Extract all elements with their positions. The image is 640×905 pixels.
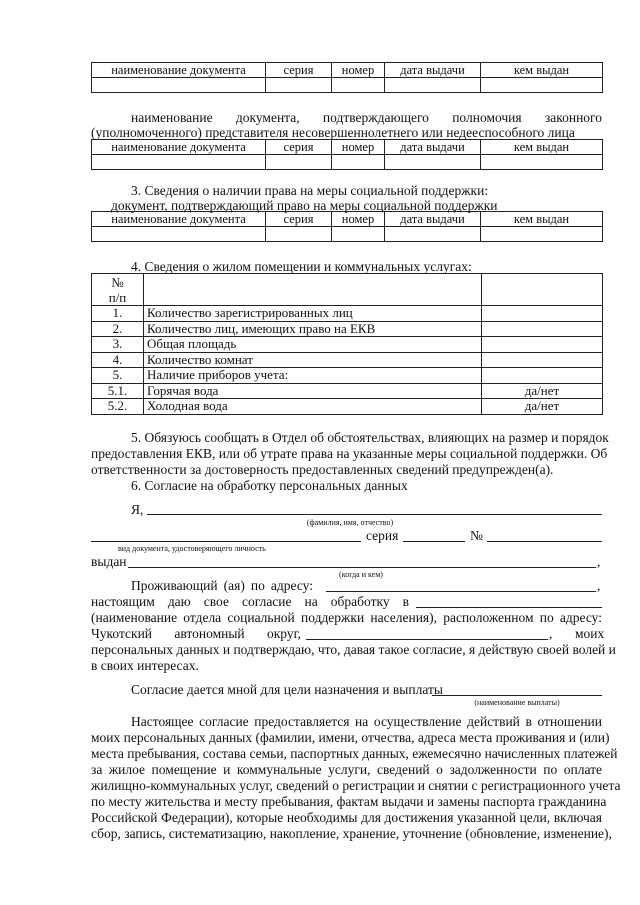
when-caption: (когда и кем) <box>339 570 383 579</box>
table-row <box>92 337 603 353</box>
consent-body-line: по месту жительства и месту пребывания, фактам выдачи и замены паспорта гражданина <box>91 794 607 809</box>
header-number: номер <box>332 63 385 78</box>
issued-label: выдан <box>91 554 127 569</box>
living-conditions-table <box>91 273 603 415</box>
header-doc-name: наименование документа <box>92 212 266 227</box>
department-field[interactable] <box>416 607 602 608</box>
consent-body-line: моих персональных данных (фамилии, имени, отчества, адреса места проживания и (или) <box>91 730 610 745</box>
section3-title: 3. Сведения о наличии права на меры социальной поддержки: <box>131 183 489 198</box>
row-label: Наличие приборов учета: <box>144 368 482 384</box>
num-header-pp: п/п <box>108 289 127 305</box>
address-word: (ая) <box>223 578 245 593</box>
row-label: Количество лиц, имеющих право на ЕКВ <box>144 321 482 337</box>
row-label: Количество зарегистрированных лиц <box>144 306 482 322</box>
department-caption-line: (наименование отдела социальной поддержки населения), расположенном по адресу: <box>91 610 602 625</box>
num-header-symbol: № <box>111 274 124 290</box>
section5-line3: ответственности за достоверность предоставленных сведений предупрежден(а). <box>91 462 554 477</box>
chukotka-line <box>91 626 301 642</box>
consent-body-line: Российской Федерации), которые необходимы для достижения указанной цели, включая <box>91 810 602 825</box>
number-field[interactable] <box>487 541 602 542</box>
header-number: номер <box>332 140 385 155</box>
chukotka-word: Чукотский <box>91 626 153 641</box>
consent-word: настоящим <box>91 594 155 609</box>
table-row <box>92 383 603 399</box>
row-num: 5. <box>92 368 144 384</box>
row-label: Количество комнат <box>144 352 482 368</box>
row-num: 5.2. <box>92 399 144 415</box>
address-word: по <box>250 578 265 593</box>
table-header-row <box>92 63 603 78</box>
row-num: 3. <box>92 337 144 353</box>
consent-line <box>91 594 409 610</box>
header-series: серия <box>266 140 332 155</box>
header-issued-by: кем выдан <box>481 140 603 155</box>
table-row <box>92 368 603 384</box>
header-issued-by: кем выдан <box>481 212 603 227</box>
id-document-field[interactable] <box>91 541 361 542</box>
table-header-row <box>92 140 603 155</box>
consent-word: в <box>402 594 409 609</box>
issued-field[interactable] <box>128 567 596 568</box>
table-header-row <box>92 274 603 306</box>
section4-title: 4. Сведения о жилом помещении и коммунальных услугах: <box>131 259 472 274</box>
row-num: 2. <box>92 321 144 337</box>
header-issue-date: дата выдачи <box>385 63 481 78</box>
table-empty-row[interactable] <box>92 155 603 170</box>
consent-word: свое <box>203 594 229 609</box>
section3-subtitle: документ, подтверждающий право на меры социальной поддержки <box>111 198 498 213</box>
rep-caption-line1: наименование документа, подтверждающего полномочия законного <box>131 110 602 125</box>
table-empty-row[interactable] <box>92 78 603 93</box>
purpose-field[interactable] <box>432 695 602 696</box>
header-issue-date: дата выдачи <box>385 212 481 227</box>
i-label: Я, <box>131 502 144 517</box>
consent-word: на <box>304 594 318 609</box>
table-row <box>92 306 603 322</box>
table-row <box>92 352 603 368</box>
header-issued-by: кем выдан <box>481 63 603 78</box>
id-document-caption: вид документа, удостоверяющего личность <box>118 544 266 553</box>
issued-comma: , <box>597 554 601 569</box>
table-row <box>92 321 603 337</box>
department-address-field[interactable] <box>306 639 548 640</box>
row-value[interactable] <box>482 368 603 384</box>
rep-caption-line2: (уполномоченного) представителя несовершеннолетнего или недееспособного лица <box>91 125 575 140</box>
consent-body-line: жилищно-коммунальных услуг, сведений о регистрации и снятии с регистрационного учета <box>91 778 621 793</box>
num-header <box>92 274 144 306</box>
fio-field[interactable] <box>147 514 602 515</box>
row-value[interactable] <box>482 306 603 322</box>
row-value-yes-no[interactable]: да/нет <box>482 399 603 415</box>
header-doc-name: наименование документа <box>92 63 266 78</box>
consent-body-line: сбор, запись, систематизацию, накопление, хранение, уточнение (обновление, изменение), <box>91 826 612 841</box>
row-value[interactable] <box>482 352 603 368</box>
row-num: 5.1. <box>92 383 144 399</box>
address-field[interactable] <box>326 591 596 592</box>
purpose-caption: (наименование выплаты) <box>474 698 560 707</box>
section6-title: 6. Согласие на обработку персональных данных <box>131 478 408 493</box>
row-label: Общая площадь <box>144 337 482 353</box>
header-series: серия <box>266 212 332 227</box>
fio-caption: (фамилия, имя, отчество) <box>306 518 394 527</box>
chukotka-word: округ, <box>266 626 301 641</box>
series-field[interactable] <box>403 541 465 542</box>
document-table-1 <box>91 62 603 93</box>
consent-word: согласие <box>241 594 292 609</box>
header-empty <box>144 274 482 306</box>
row-value[interactable] <box>482 337 603 353</box>
consent-word: обработку <box>330 594 390 609</box>
table-empty-row[interactable] <box>92 227 603 242</box>
address-word: Проживающий <box>131 578 218 593</box>
row-num: 4. <box>92 352 144 368</box>
header-issue-date: дата выдачи <box>385 140 481 155</box>
row-value[interactable] <box>482 321 603 337</box>
section5-line2: предоставления ЕКВ, или об утрате права на указанные меры социальной поддержки. Об <box>91 446 608 461</box>
header-number: номер <box>332 212 385 227</box>
row-label: Горячая вода <box>144 383 482 399</box>
consent-word: даю <box>167 594 191 609</box>
row-num: 1. <box>92 306 144 322</box>
chukotka-word: автономный <box>174 626 245 641</box>
address-line <box>131 578 313 594</box>
table-header-row <box>92 212 603 227</box>
table-row <box>92 399 603 415</box>
section5-line1: 5. Обязуюсь сообщать в Отдел об обстоятельствах, влияющих на размер и порядок <box>131 430 609 445</box>
document-table-2 <box>91 139 603 170</box>
department-address-comma: , <box>549 626 553 641</box>
header-doc-name: наименование документа <box>92 140 266 155</box>
consent-body-line: Настоящее согласие предоставляется на осуществление действий в отношении <box>131 714 602 729</box>
pd-line1: персональных данных и подтверждаю, что, давая такое согласие, я действую своей волей и <box>91 642 616 657</box>
their-label: моих <box>575 626 605 641</box>
address-comma: , <box>597 578 601 593</box>
row-value-yes-no[interactable]: да/нет <box>482 383 603 399</box>
series-label: серия <box>366 528 399 543</box>
document-table-3 <box>91 211 603 242</box>
consent-body-line: за жилое помещение и коммунальные услуги, сведений о задолженности по оплате <box>91 762 602 777</box>
pd-line2: в своих интересах. <box>91 658 199 673</box>
row-label: Холодная вода <box>144 399 482 415</box>
consent-body-line: места пребывания, состава семьи, паспортных данных, ежемесячно начисленных платежей <box>91 746 618 761</box>
purpose-label: Согласие дается мной для цели назначения и выплаты <box>131 682 443 697</box>
header-series: серия <box>266 63 332 78</box>
number-label: № <box>470 528 483 543</box>
address-word: адресу: <box>270 578 313 593</box>
header-empty-value <box>482 274 603 306</box>
